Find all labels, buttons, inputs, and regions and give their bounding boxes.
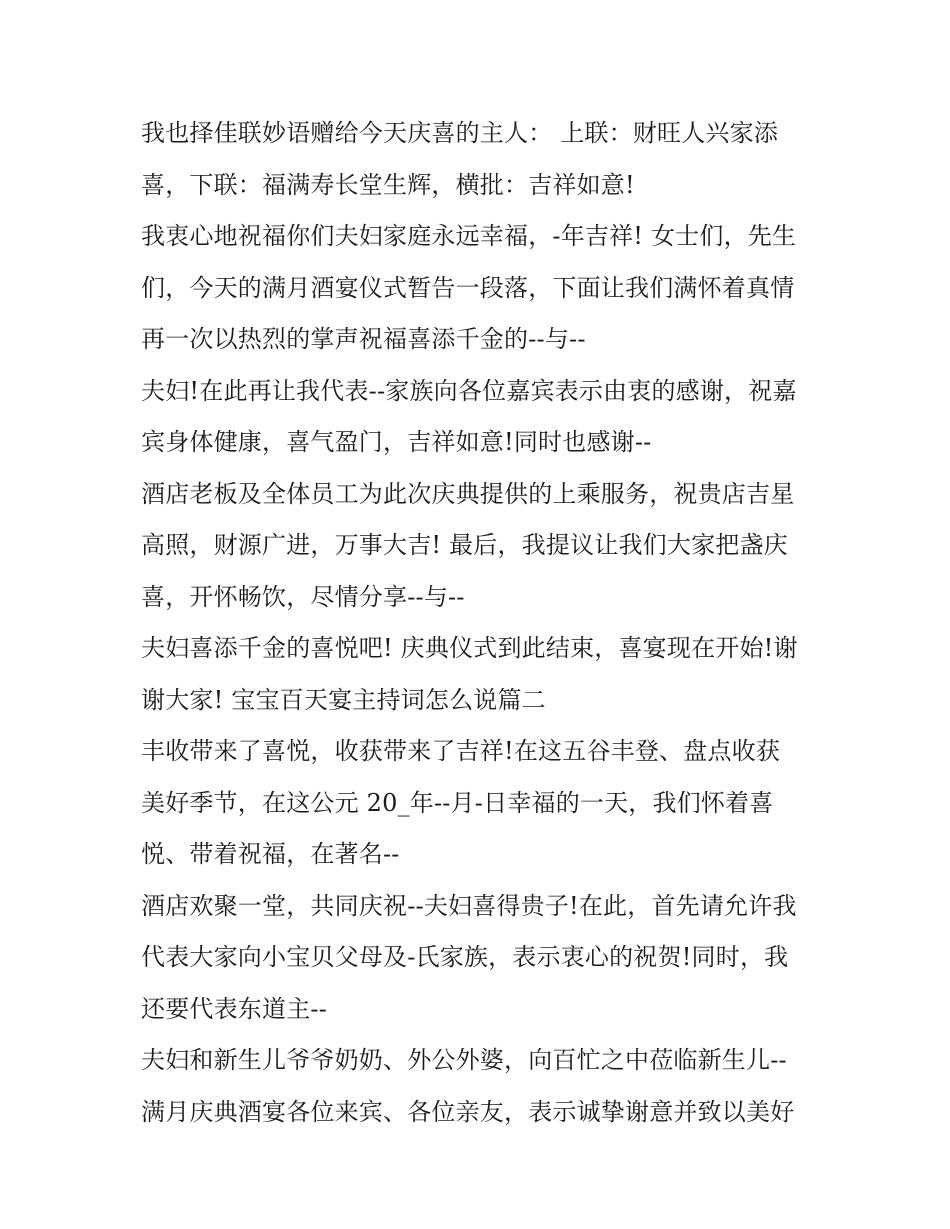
text-line: 夫妇和新生儿爷爷奶奶、外公外婆，向百忙之中莅临新生儿-- <box>141 1046 787 1074</box>
text-line: 我衷心地祝福你们夫妇家庭永远幸福，-年吉祥! 女士们，先生 <box>141 222 797 250</box>
text-line: 谢大家! 宝宝百天宴主持词怎么说篇二 <box>141 685 546 714</box>
text-line: 美好季节，在这公元 20_年--月-日幸福的一天，我们怀着喜 <box>141 788 774 817</box>
text-line: 夫妇!在此再让我代表--家族向各位嘉宾表示由衷的感谢，祝嘉 <box>141 376 797 405</box>
text-line: 我也择佳联妙语赠给今天庆喜的主人： 上联：财旺人兴家添 <box>141 119 779 147</box>
text-line: 酒店老板及全体员工为此次庆典提供的上乘服务，祝贵店吉星 <box>141 479 795 508</box>
text-line: 夫妇喜添千金的喜悦吧! 庆典仪式到此结束，喜宴现在开始!谢 <box>141 634 798 662</box>
text-line: 喜，下联：福满寿长堂生辉，横批：吉祥如意! <box>141 170 635 199</box>
text-line: 悦、带着祝福，在著名-- <box>141 840 400 868</box>
text-line: 们，今天的满月酒宴仪式暂告一段落，下面让我们满怀着真情 <box>141 273 795 302</box>
text-line: 宾身体健康，喜气盈门，吉祥如意!同时也感谢-- <box>141 428 652 456</box>
text-line: 满月庆典酒宴各位来宾、各位亲友，表示诚挚谢意并致以美好 <box>141 1097 795 1126</box>
text-line: 丰收带来了喜悦，收获带来了吉祥!在这五谷丰登、盘点收获 <box>141 737 781 765</box>
text-line: 喜，开怀畅饮，尽情分享--与-- <box>141 582 465 611</box>
text-line: 再一次以热烈的掌声祝福喜添千金的--与-- <box>141 325 586 353</box>
text-line: 还要代表东道主-- <box>141 994 328 1023</box>
document-body <box>141 108 821 1138</box>
text-line: 酒店欢聚一堂，共同庆祝--夫妇喜得贵子!在此，首先请允许我 <box>141 891 797 920</box>
text-line: 高照，财源广进，万事大吉! 最后，我提议让我们大家把盏庆 <box>141 531 788 559</box>
text-line: 代表大家向小宝贝父母及-氏家族，表示衷心的祝贺!同时，我 <box>141 943 789 971</box>
